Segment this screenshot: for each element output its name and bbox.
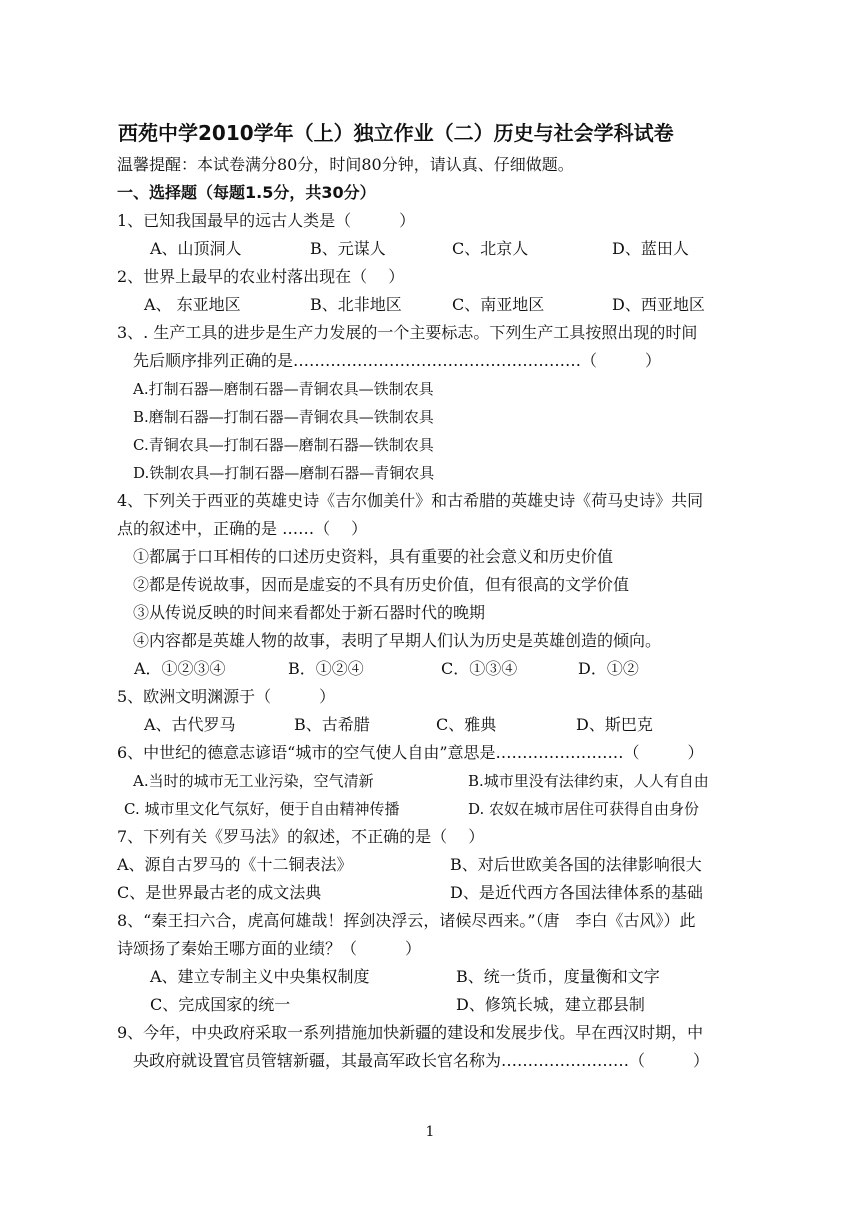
option-c: C．①③④ xyxy=(441,659,518,678)
option-c: C. 城市里文化气氛好，便于自由精神传播 xyxy=(124,800,400,818)
option-a: A、源自古罗马的《十二铜表法》 xyxy=(117,855,353,874)
question-4-item-3: ③从传说反映的时间来看都处于新石器时代的晚期 xyxy=(133,603,486,622)
option-d: D、斯巴克 xyxy=(576,715,653,734)
option-c: C、南亚地区 xyxy=(452,295,545,314)
option-c: C、北京人 xyxy=(452,239,529,258)
option-b: B、北非地区 xyxy=(310,295,402,314)
question-3-option-d: D.铁制农具—打制石器—磨制石器—青铜农具 xyxy=(133,464,435,482)
question-3-stem: 3、. 生产工具的进步是生产力发展的一个主要标志。下列生产工具按照出现的时间 xyxy=(117,323,698,342)
question-4-stem: 4、下列关于西亚的英雄史诗《吉尔伽美什》和古希腊的英雄史诗《荷马史诗》共同 xyxy=(117,491,704,510)
option-d: D、修筑长城，建立郡县制 xyxy=(456,995,645,1014)
question-3-option-b: B.磨制石器—打制石器—青铜农具—铁制农具 xyxy=(133,408,434,426)
option-a: A、 东亚地区 xyxy=(144,295,241,314)
question-4-stem-cont: 点的叙述中，正确的是 ……（ ） xyxy=(117,519,368,538)
question-5-stem: 5、欧洲文明渊源于（ ） xyxy=(117,687,336,706)
question-8-stem-cont: 诗颂扬了秦始王哪方面的业绩？（ ） xyxy=(117,939,422,958)
notice: 温馨提醒：本试卷满分80分，时间80分钟，请认真、仔细做题。 xyxy=(117,155,574,174)
option-b: B、统一货币，度量衡和文字 xyxy=(456,967,660,986)
option-d: D、西亚地区 xyxy=(612,295,705,314)
option-d: D、蓝田人 xyxy=(612,239,689,258)
option-d: D、是近代西方各国法律体系的基础 xyxy=(450,883,703,902)
option-d: D．①② xyxy=(578,659,639,678)
option-a: A．①②③④ xyxy=(134,659,226,678)
question-9-stem: 9、今年，中央政府采取一系列措施加快新疆的建设和发展步伐。早在西汉时期，中 xyxy=(117,1023,704,1042)
question-4-item-2: ②都是传说故事，因而是虚妄的不具有历史价值，但有很高的文学价值 xyxy=(133,575,630,594)
option-a: A、古代罗马 xyxy=(144,715,236,734)
question-2-stem: 2、世界上最早的农业村落出现在（ ） xyxy=(117,267,405,286)
question-6-stem: 6、中世纪的德意志谚语“城市的空气使人自由”意思是……………………（ ） xyxy=(117,743,704,762)
option-b: B、古希腊 xyxy=(294,715,370,734)
option-b: B、元谋人 xyxy=(310,239,386,258)
option-c: C、是世界最古老的成文法典 xyxy=(117,883,322,902)
option-b: B、对后世欧美各国的法律影响很大 xyxy=(450,855,702,874)
question-4-item-1: ①都属于口耳相传的口述历史资料，具有重要的社会意义和历史价值 xyxy=(133,547,614,566)
question-3-option-a: A.打制石器—磨制石器—青铜农具—铁制农具 xyxy=(133,380,434,398)
question-3-option-c: C.青铜农具—打制石器—磨制石器—铁制农具 xyxy=(133,436,434,454)
question-7-stem: 7、下列有关《罗马法》的叙述，不正确的是（ ） xyxy=(117,827,485,846)
option-c: C、雅典 xyxy=(436,715,497,734)
option-d: D. 农奴在城市居住可获得自由身份 xyxy=(468,800,700,818)
option-c: C、完成国家的统一 xyxy=(150,995,291,1014)
option-b: B.城市里没有法律约束，人人有自由 xyxy=(468,772,709,790)
option-a: A、建立专制主义中央集权制度 xyxy=(150,967,370,986)
option-a: A.当时的城市无工业污染，空气清新 xyxy=(133,772,374,790)
question-3-stem-cont: 先后顺序排列正确的是………………………………………………（ ） xyxy=(133,351,662,370)
section-heading: 一、选择题（每题1.5分，共30分） xyxy=(117,183,376,202)
question-1-stem: 1、已知我国最早的远古人类是（ ） xyxy=(117,211,416,230)
page-number: 1 xyxy=(425,1124,435,1140)
question-4-item-4: ④内容都是英雄人物的故事，表明了早期人们认为历史是英雄创造的倾向。 xyxy=(133,631,662,650)
option-b: B．①②④ xyxy=(288,659,364,678)
question-8-stem: 8、“秦王扫六合，虎高何雄哉！挥剑决浮云，诸候尽西来。”（唐 李白《古风》）此 xyxy=(117,911,696,930)
question-9-stem-cont: 央政府就设置官员管辖新疆，其最高军政长官名称为……………………（ ） xyxy=(133,1051,710,1070)
option-a: A、山顶洞人 xyxy=(150,239,242,258)
exam-title: 西苑中学2010学年（上）独立作业（二）历史与社会学科试卷 xyxy=(118,121,674,145)
